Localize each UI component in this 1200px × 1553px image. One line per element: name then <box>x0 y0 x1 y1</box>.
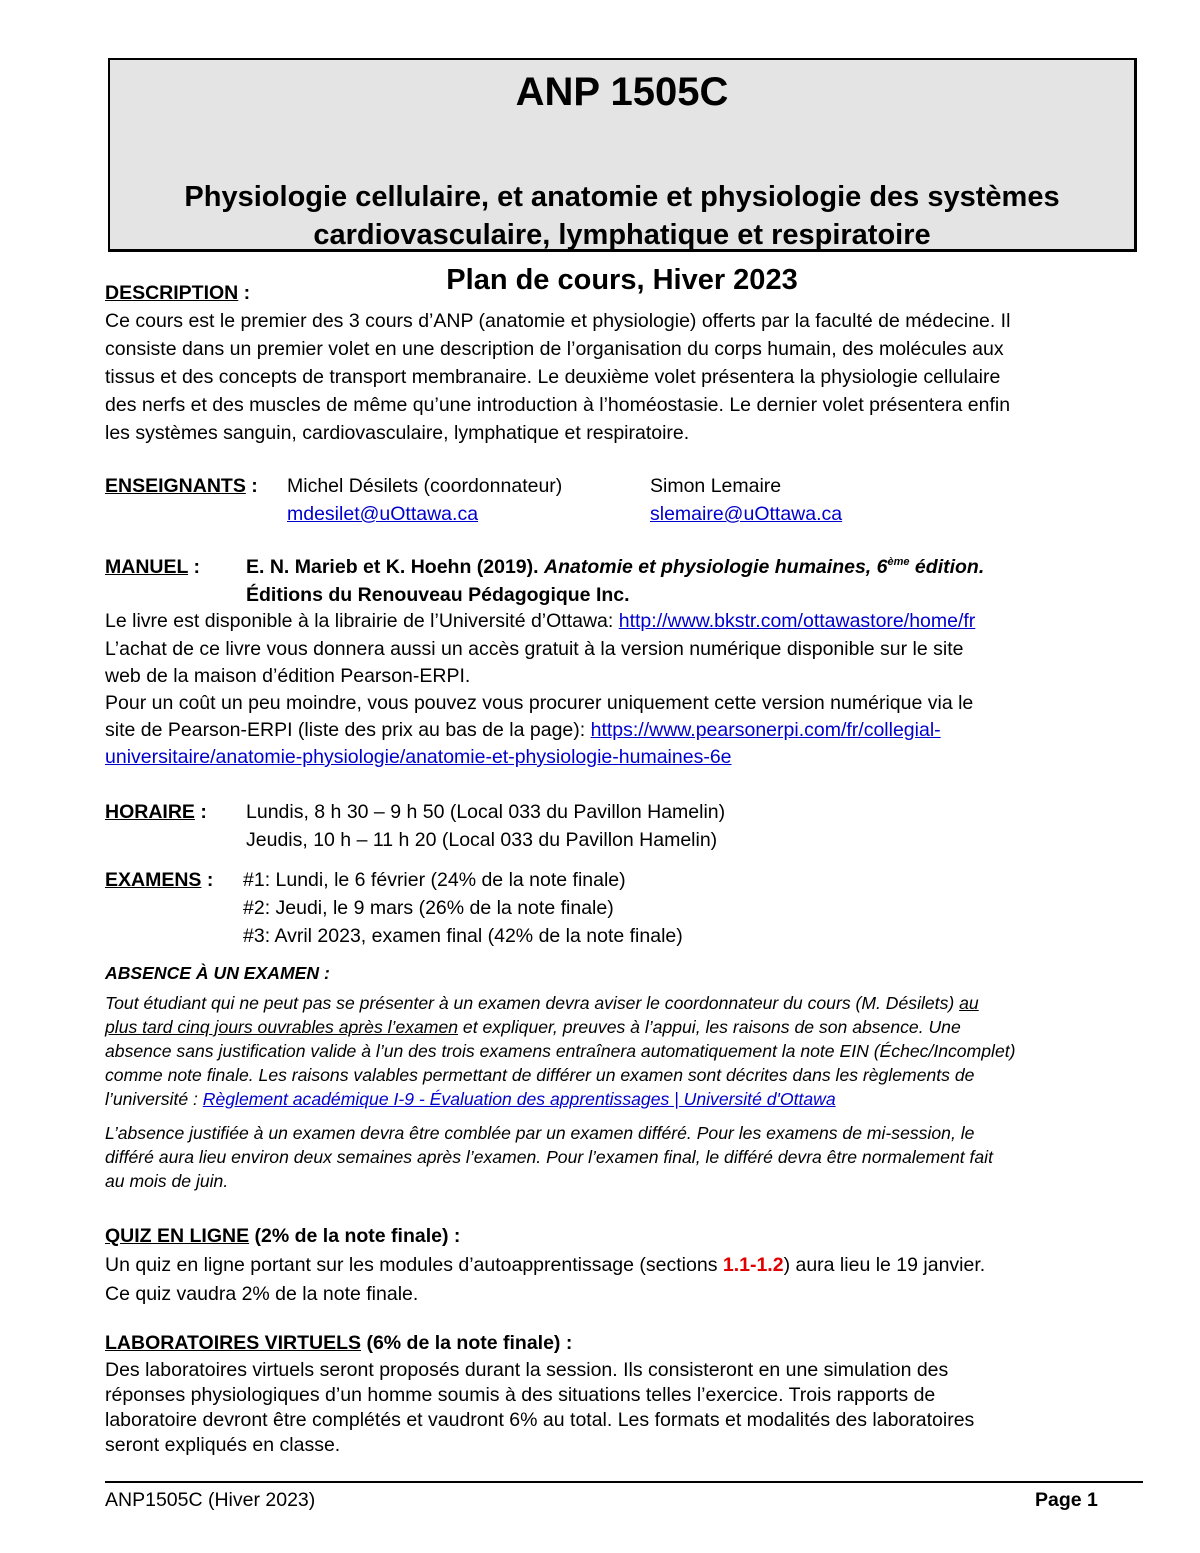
labs-heading-line: LABORATOIRES VIRTUELS (6% de la note finale) : <box>105 1332 573 1354</box>
schedule-heading-line: HORAIRE : <box>105 801 207 823</box>
labs-line: seront expliqués en classe. <box>105 1434 341 1456</box>
quiz-heading-line: QUIZ EN LIGNE (2% de la note finale) : <box>105 1225 461 1247</box>
exams-heading-line: EXAMENS : <box>105 869 214 891</box>
course-code: ANP 1505C <box>515 70 729 114</box>
manual-availability: Le livre est disponible à la librairie de l’Université d’Ottawa: http://www.bkstr.com/ottawastore/home/fr <box>105 610 976 632</box>
teacher1-name: Michel Désilets (coordonnateur) <box>287 475 563 497</box>
schedule-line: Lundis, 8 h 30 – 9 h 50 (Local 033 du Pavillon Hamelin) <box>246 801 726 823</box>
plan-title: Plan de cours, Hiver 2023 <box>446 264 798 296</box>
description-line: les systèmes sanguin, cardiovasculaire, lymphatique et respiratoire. <box>105 422 690 444</box>
description-heading-line: DESCRIPTION : <box>105 282 251 304</box>
teacher1-email[interactable]: mdesilet@uOttawa.ca <box>287 503 479 525</box>
manual-line: Pour un coût un peu moindre, vous pouvez vous procurer uniquement cette version numérique via le <box>105 692 974 714</box>
exam-item: #2: Jeudi, le 9 mars (26% de la note finale) <box>243 897 614 919</box>
description-line: des nerfs et des muscles de même qu’une introduction à l’homéostasie. Le dernier volet présentera enfin <box>105 394 1011 416</box>
schedule-heading: HORAIRE <box>105 801 195 823</box>
manual-line: L’achat de ce livre vous donnera aussi un accès gratuit à la version numérique disponible sur le site <box>105 638 964 660</box>
teachers-heading: ENSEIGNANTS <box>105 475 246 497</box>
absence-line: l’université : Règlement académique I-9 - Évaluation des apprentissages | Université d'Ottawa <box>105 1089 836 1109</box>
bookstore-link[interactable]: http://www.bkstr.com/ottawastore/home/fr <box>618 610 976 632</box>
absence-line: différé aura lieu environ deux semaines après l’examen. Pour l’examen final, le différé devra être normalement fait <box>105 1147 993 1167</box>
footer-page-number: Page 1 <box>1035 1489 1098 1511</box>
exam-item: #3: Avril 2023, examen final (42% de la note finale) <box>243 925 683 947</box>
absence-line: Tout étudiant qui ne peut pas se présenter à un examen devra aviser le coordonnateur du cours (M. Désilets) au <box>105 993 979 1013</box>
teachers-heading-line: ENSEIGNANTS : <box>105 475 258 497</box>
description-heading: DESCRIPTION <box>105 282 239 304</box>
manual-line: web de la maison d’édition Pearson-ERPI. <box>105 665 471 687</box>
manual-pearson-line: site de Pearson-ERPI (liste des prix au bas de la page): https://www.pearsonerpi.com/fr/collegial- <box>105 719 941 741</box>
absence-line: plus tard cinq jours ouvrables après l’examen et expliquer, preuves à l’appui, les raisons de son absence. Une <box>105 1017 961 1037</box>
schedule-line: Jeudis, 10 h – 11 h 20 (Local 033 du Pavillon Hamelin) <box>246 829 718 851</box>
course-name-line1: Physiologie cellulaire, et anatomie et physiologie des systèmes <box>184 181 1060 213</box>
teacher2-name: Simon Lemaire <box>650 475 782 497</box>
exams-heading: EXAMENS <box>105 869 202 891</box>
quiz-line: Ce quiz vaudra 2% de la note finale. <box>105 1283 419 1305</box>
quiz-heading: QUIZ EN LIGNE <box>105 1225 250 1247</box>
absence-line: absence sans justification valide à l’un des trois examens entraînera automatiquement la note EIN (Échec/Incomplet) <box>105 1041 1016 1061</box>
labs-line: laboratoire devront être complétés et vaudront 6% au total. Les formats et modalités des laboratoires <box>105 1409 975 1431</box>
absence-line: L’absence justifiée à un examen devra être comblée par un examen différé. Pour les examens de mi-session, le <box>105 1123 975 1143</box>
pearson-link-continued[interactable]: universitaire/anatomie-physiologie/anatomie-et-physiologie-humaines-6e <box>105 746 732 768</box>
pearson-link[interactable]: https://www.pearsonerpi.com/fr/collegial- <box>590 719 941 741</box>
description-line: consiste dans un premier volet en une description de l’organisation du corps humain, des molécules aux <box>105 338 1004 360</box>
labs-line: réponses physiologiques d’un homme soumis à des situations telles l’exercice. Trois rapports de <box>105 1384 936 1406</box>
regulation-link[interactable]: Règlement académique I-9 - Évaluation des apprentissages | Université d'Ottawa <box>202 1089 836 1109</box>
absence-heading: ABSENCE À UN EXAMEN : <box>105 963 330 983</box>
footer-divider <box>105 1481 1143 1483</box>
absence-line: au mois de juin. <box>105 1171 229 1191</box>
course-name-line2: cardiovasculaire, lymphatique et respiratoire <box>313 219 931 251</box>
description-line: tissus et des concepts de transport membranaire. Le deuxième volet présentera la physiologie cellulaire <box>105 366 1001 388</box>
exam-item: #1: Lundi, le 6 février (24% de la note finale) <box>243 869 626 891</box>
description-line: Ce cours est le premier des 3 cours d’ANP (anatomie et physiologie) offerts par la faculté de médecine. Il <box>105 310 1011 332</box>
absence-line: comme note finale. Les raisons valables permettant de différer un examen sont décrites dans les règlements de <box>105 1065 975 1085</box>
footer-course: ANP1505C (Hiver 2023) <box>105 1489 316 1511</box>
manual-reference: E. N. Marieb et K. Hoehn (2019). Anatomie et physiologie humaines, 6ème édition. <box>246 556 985 578</box>
manual-heading: MANUEL <box>105 556 189 578</box>
labs-heading: LABORATOIRES VIRTUELS <box>105 1332 362 1354</box>
manual-heading-line: MANUEL : <box>105 556 200 578</box>
quiz-line: Un quiz en ligne portant sur les modules d’autoapprentissage (sections 1.1-1.2) aura lieu le 19 janvier. <box>105 1254 986 1276</box>
labs-line: Des laboratoires virtuels seront proposés durant la session. Ils consisteront en une simulation des <box>105 1359 949 1381</box>
teacher2-email[interactable]: slemaire@uOttawa.ca <box>650 503 843 525</box>
manual-publisher: Éditions du Renouveau Pédagogique Inc. <box>246 584 630 606</box>
